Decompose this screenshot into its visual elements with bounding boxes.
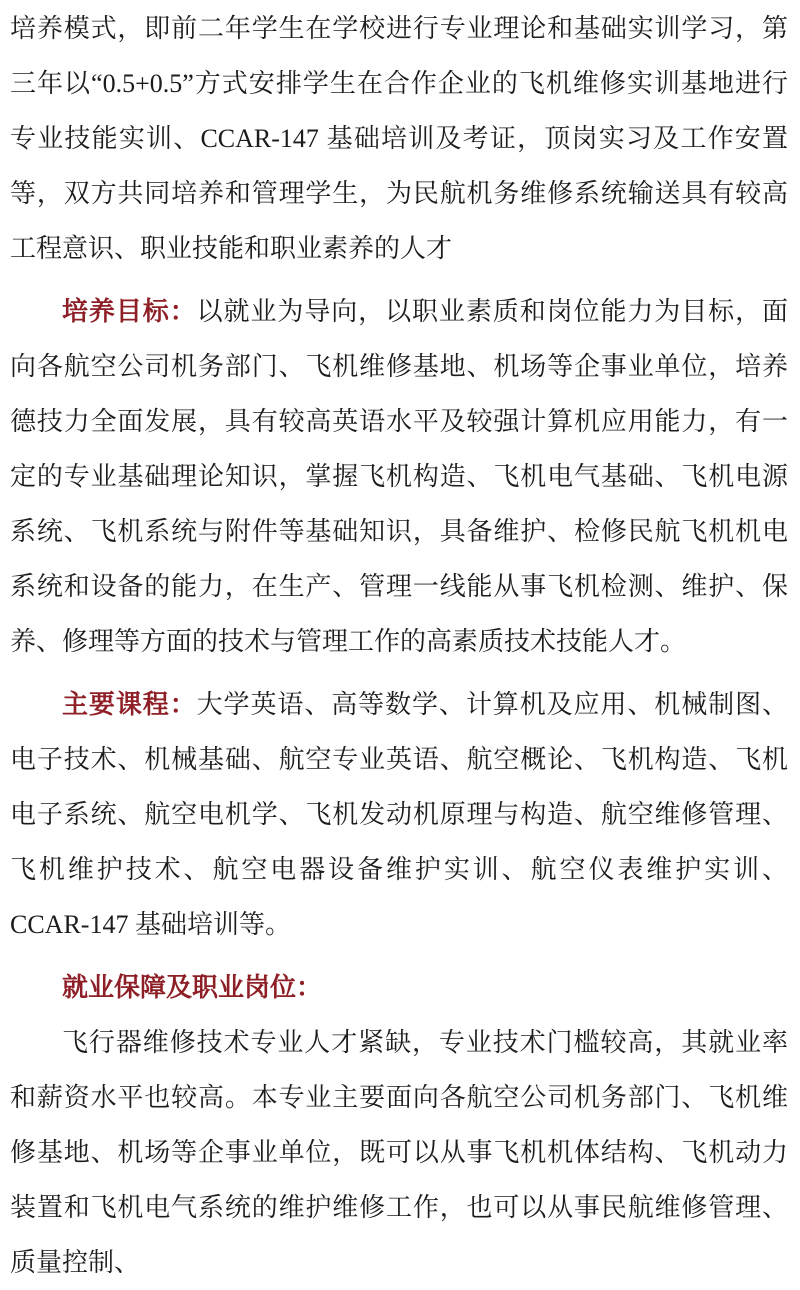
paragraph-text: 大学英语、高等数学、计算机及应用、机械制图、电子技术、机械基础、航空专业英语、航空概论、飞机构造、飞机电子系统、航空电机学、飞机发动机原理与构造、航空维修管理、飞机维护技术、航空电器设备维护实训、航空仪表维护实训、CCAR-147 基础培训等。 bbox=[10, 690, 788, 939]
paragraph-training-mode bbox=[10, 1, 788, 276]
section-label-training-objectives: 培养目标： bbox=[62, 296, 197, 326]
paragraph-text: 以就业为导向，以职业素质和岗位能力为目标，面向各航空公司机务部门、飞机维修基地、机场等企事业单位，培养德技力全面发展，具有较高英语水平及较强计算机应用能力，有一定的专业基础理论知识，掌握飞机构造、飞机电气基础、飞机电源系统、飞机系统与附件等基础知识，具备维护、检修民航飞机机电系统和设备的能力，在生产、管理一线能从事飞机检测、维护、保养、修理等方面的技术与管理工作的高素质技术技能人才。 bbox=[10, 297, 788, 656]
heading-employment-security bbox=[10, 960, 788, 1015]
paragraph-text: 培养模式，即前二年学生在学校进行专业理论和基础实训学习，第三年以“0.5+0.5”方式安排学生在合作企业的飞机维修实训基地进行专业技能实训、CCAR-147 基础培训及考证，顶岗实习及工作安置等，双方共同培养和管理学生，为民航机务维修系统输送具有较高工程意识、职业技能和职业素养的人才 bbox=[10, 14, 788, 263]
section-label-employment-security: 就业保障及职业岗位： bbox=[62, 972, 323, 1002]
paragraph-main-courses bbox=[10, 677, 788, 952]
paragraph-employment-prospects bbox=[10, 1015, 788, 1290]
section-label-main-courses: 主要课程： bbox=[62, 689, 197, 719]
paragraph-text: 飞行器维修技术专业人才紧缺，专业技术门槛较高，其就业率和薪资水平也较高。本专业主要面向各航空公司机务部门、飞机维修基地、机场等企事业单位，既可以从事飞机机体结构、飞机动力装置和飞机电气系统的维护维修工作，也可以从事民航维修管理、质量控制、 bbox=[10, 1028, 788, 1277]
paragraph-training-objectives bbox=[10, 284, 788, 669]
